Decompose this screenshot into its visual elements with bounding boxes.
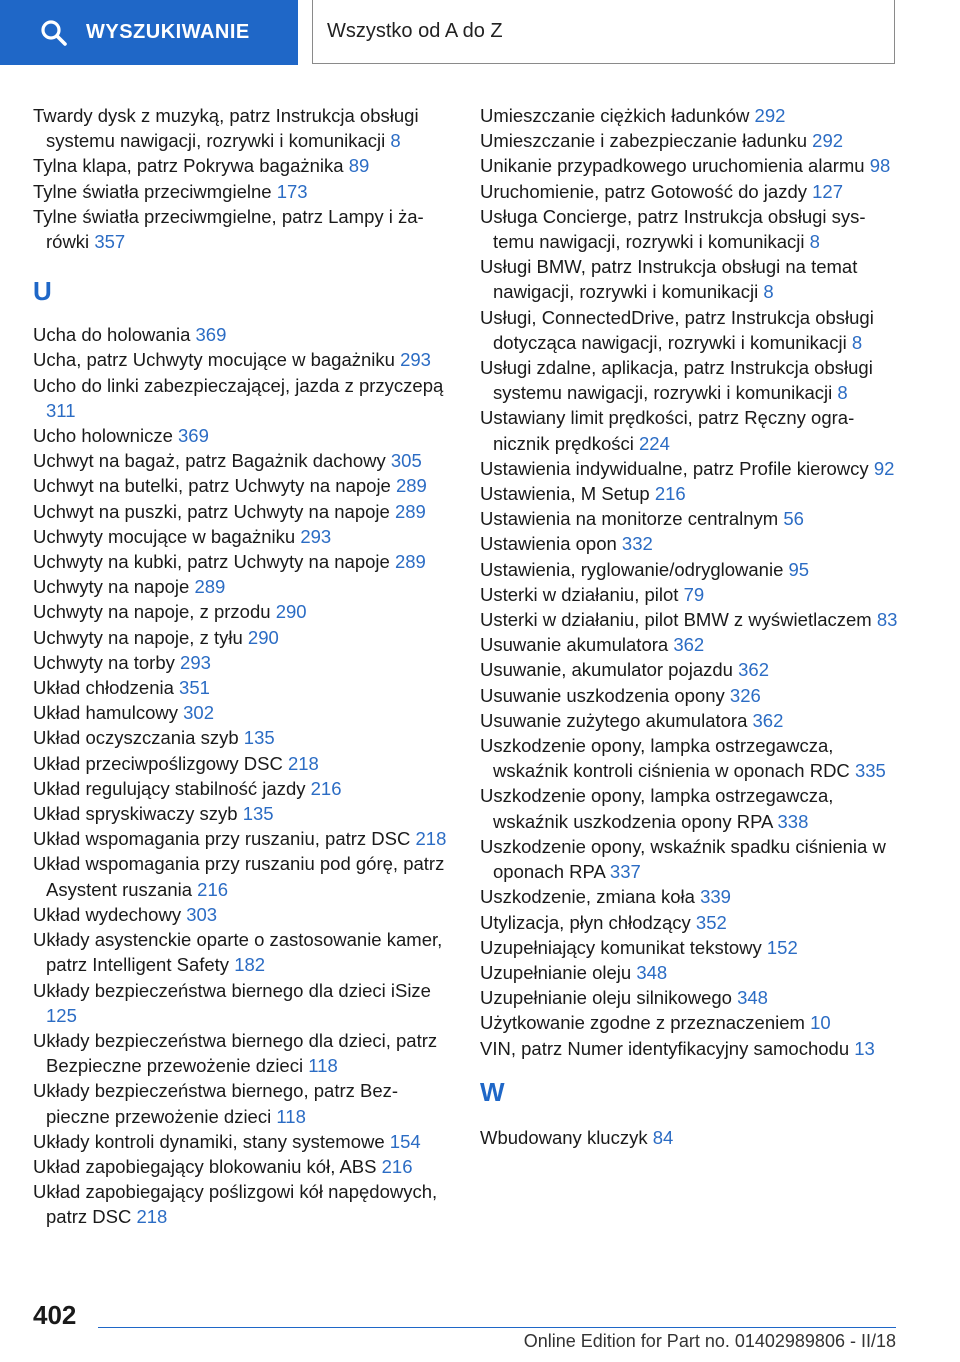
index-entry [33,978,448,1028]
index-entry-text: Usługi, ConnectedDrive, patrz Instrukcja obsługi dotycząca nawigacji, rozrywki i komunikacji [480,306,874,353]
breadcrumb-label: Wszystko od A do Z [327,20,503,42]
page-link[interactable]: 289 [395,475,427,497]
index-entry-text: Ucha, patrz Uchwyty mocujące w bagażniku [33,349,395,371]
page-link[interactable]: 357 [94,231,126,253]
search-icon [40,19,68,47]
page-link[interactable]: 293 [300,525,332,547]
index-entry [480,607,900,632]
index-entry [33,801,448,826]
index-entry [480,153,900,178]
index-entry [33,574,448,599]
index-entry [33,179,448,204]
index-entry-text: Ucho do linki zabezpieczającej, jazda z przyczepą [33,374,444,396]
index-entry-text: Układy kontroli dynamiki, stany systemowe [33,1130,385,1152]
index-entry-text: Układ chłodzenia [33,677,174,699]
index-entry-text: Ustawienia, ryglowanie/odryglowanie [480,558,784,580]
page-link[interactable]: 289 [394,551,426,573]
page-link[interactable]: 118 [308,1055,338,1077]
page-link[interactable]: 8 [851,331,863,353]
footer-edition: Online Edition for Part no. 01402989806 - II/18 [523,1331,896,1351]
index-entry [480,355,900,405]
index-entry [33,927,448,977]
page-link[interactable]: 218 [287,752,319,774]
page-link[interactable]: 218 [415,828,447,850]
index-entry [33,347,448,372]
breadcrumb[interactable] [312,0,895,64]
top-bar [0,0,960,66]
index-entry-text: Układ wydechowy [33,903,182,925]
page-link[interactable]: 13 [854,1037,875,1059]
page-link[interactable]: 293 [400,349,431,371]
page-link[interactable]: 84 [652,1126,674,1148]
index-entry [33,549,448,574]
index-entry [33,1129,448,1154]
index-entry-text: Układ przeciwpoślizgowy DSC [33,752,283,774]
index-entry-text: Uchwyty na napoje [33,576,190,598]
page-link[interactable]: 352 [695,911,727,933]
index-entry-text: Ustawienia na monitorze centralnym [480,508,779,530]
index-entry [480,783,900,833]
index-entry-text: Ucho holownicze [33,425,173,447]
page-link[interactable]: 154 [389,1130,421,1152]
index-entry-text: Układ oczyszczania szyb [33,727,239,749]
index-entry-text: Usuwanie zużytego akumulatora [480,709,748,731]
page-link[interactable]: 216 [197,878,229,900]
page-link[interactable]: 292 [812,130,844,152]
index-entry [480,708,900,733]
index-entry [33,776,448,801]
index-entry [33,751,448,776]
section-heading-u: U [33,276,52,307]
index-entry-text: Usterki w działaniu, pilot BMW z wyświetlaczem [480,609,872,631]
index-entry [480,506,900,531]
index-column-left [33,103,448,1230]
index-entry-text: Tylne światła przeciwmgielne, patrz Lampy i żarówki [33,205,424,253]
page-link[interactable]: 362 [752,709,784,731]
page-link[interactable]: 79 [683,583,705,605]
page-link[interactable]: 216 [310,777,342,799]
index-entry [33,1154,448,1179]
page-link[interactable]: 125 [46,1004,77,1026]
page-link[interactable]: 56 [783,508,804,530]
index-entry-text: Uchwyty na napoje, z przodu [33,601,271,623]
page-link[interactable]: 326 [729,684,761,706]
page-link[interactable]: 292 [754,105,786,126]
index-entry [33,599,448,624]
page-link[interactable]: 8 [763,281,774,303]
index-entry [480,254,900,304]
index-entry [33,524,448,549]
page-link[interactable]: 92 [873,457,895,479]
page-link[interactable]: 290 [247,626,279,648]
search-button[interactable] [0,0,298,65]
index-entry [480,632,900,657]
index-entry-text: Układ zapobiegający poślizgowi kół napędowych, patrz DSC [33,1181,438,1228]
page-link[interactable]: 338 [777,810,809,832]
index-entry-text: Uzupełnianie oleju [480,961,632,983]
index-entry-text: Wbudowany kluczyk [480,1126,648,1148]
page-link[interactable]: 216 [654,483,686,505]
index-entry [480,128,900,153]
index-entry [480,985,900,1010]
index-entry [33,1078,448,1128]
page-link[interactable]: 224 [639,432,670,454]
index-entry [480,582,900,607]
index-entry-text: Tylna klapa, patrz Pokrywa bagażnika [33,155,344,177]
page-link[interactable]: 369 [178,425,209,447]
index-entry [33,725,448,750]
index-entry-text: Użytkowanie zgodne z przeznaczeniem [480,1012,805,1034]
index-entry [33,700,448,725]
index-entry-text: Ustawiany limit prędkości, patrz Ręczny ogranicznik prędkości [480,407,855,454]
index-entry [480,305,900,355]
index-entry-text: Ustawienia, M Setup [480,483,650,505]
index-entry [480,204,900,254]
page-link[interactable]: 83 [876,609,898,631]
page-link[interactable]: 339 [700,886,731,908]
page-link[interactable]: 332 [621,533,653,555]
index-entry [33,103,448,153]
index-entry-text: Usterki w działaniu, pilot [480,583,679,605]
index-entry [480,456,900,481]
index-entry [480,179,900,204]
index-entry [33,373,448,423]
section-heading-w: W [480,1076,505,1107]
index-entry [33,153,448,178]
index-entry [33,851,448,901]
index-entry-text: Układ spryskiwaczy szyb [33,803,238,825]
page-link[interactable]: 337 [609,861,641,883]
index-entry [33,1028,448,1078]
page-link[interactable]: 305 [390,450,422,472]
index-entry-text: Uchwyty na napoje, z tyłu [33,626,243,648]
page-link[interactable]: 182 [234,954,266,976]
index-entry-text: Usuwanie akumulatora [480,634,669,656]
index-entry-text: Ustawienia opon [480,533,617,555]
index-entry [480,935,900,960]
page-link[interactable]: 135 [243,727,275,749]
page-link[interactable]: 369 [195,324,227,346]
index-entry [480,1036,900,1061]
index-entry-text: Usługa Concierge, patrz Instrukcja obsługi systemu nawigacji, rozrywki i komunikacji [480,205,866,253]
page-link[interactable]: 135 [242,803,274,825]
index-entry-text: Uszkodzenie opony, lampka ostrzegawcza, wskaźnik kontroli ciśnienia w oponach RDC [480,735,850,782]
page-link[interactable]: 293 [180,651,211,673]
index-entry [480,481,900,506]
page-link[interactable]: 311 [46,399,76,421]
page-link[interactable]: 127 [812,180,843,202]
index-entry-text: Uszkodzenie, zmiana koła [480,886,695,908]
index-entry-text: Ustawienia indywidualne, patrz Profile kierowcy [480,457,869,479]
index-entry [480,733,900,783]
index-entry-text: Twardy dysk z muzyką, patrz Instrukcja obsługi systemu nawigacji, rozrywki i komunikacji [33,105,419,152]
search-label: WYSZUKIWANIE [86,21,250,43]
index-entry-text: Uchwyt na bagaż, patrz Bagażnik dachowy [33,450,386,472]
page-link[interactable]: 302 [183,702,214,724]
index-entry-text: Uchwyt na puszki, patrz Uchwyty na napoje [33,500,390,522]
index-entry-text: Układ wspomagania przy ruszaniu pod górę, patrz Asystent ruszania [33,853,445,900]
page-link[interactable]: 173 [276,180,308,202]
index-entry [33,448,448,473]
index-entry-text: Unikanie przypadkowego uruchomienia alarmu [480,155,865,177]
index-entry-text: Usuwanie uszkodzenia opony [480,684,725,706]
index-entry-text: Układ zapobiegający blokowaniu kół, ABS [33,1155,377,1177]
page-number: 402 [33,1300,77,1330]
index-entry-text: Układy bezpieczeństwa biernego dla dzieci, patrz Bezpieczne przewożenie dzieci [33,1029,438,1077]
index-entry [33,902,448,927]
index-entry-text: Uchwyt na butelki, patrz Uchwyty na napoje [33,475,391,497]
index-entry-text: VIN, patrz Numer identyfikacyjny samochodu [480,1037,850,1059]
index-entry-text: Uchwyty na kubki, patrz Uchwyty na napoje [33,551,390,573]
index-entry [480,557,900,582]
index-entry-text: Umieszczanie i zabezpieczanie ładunku [480,130,808,152]
index-column-right [480,103,900,1150]
index-entry [480,657,900,682]
index-entry-text: Ucha do holowania [33,324,191,346]
page-link[interactable]: 348 [636,961,668,983]
index-entry [480,884,900,909]
page-link[interactable]: 335 [854,760,886,782]
index-entry-text: Układy bezpieczeństwa biernego dla dzieci iSize [33,979,431,1001]
index-entry-text: Usługi BMW, patrz Instrukcja obsługi na temat nawigacji, rozrywki i komunikacji [480,256,858,303]
page-link[interactable]: 89 [348,155,370,177]
page-link[interactable]: 8 [809,231,820,253]
index-entry [480,1010,900,1035]
page-link[interactable]: 289 [194,576,226,598]
index-entry [480,531,900,556]
index-entry [33,625,448,650]
index-entry [480,834,900,884]
page-link[interactable]: 216 [381,1155,413,1177]
page-link[interactable]: 98 [869,155,891,177]
index-entry-text: Układ regulujący stabilność jazdy [33,777,306,799]
index-entry [33,826,448,851]
index-entry-text: Umieszczanie ciężkich ładunków [480,105,750,126]
page-link[interactable]: 348 [737,987,768,1009]
index-entry [480,405,900,455]
page-link[interactable]: 351 [179,677,210,699]
page-link[interactable]: 10 [810,1012,831,1034]
footer-divider [98,1327,896,1328]
index-entry-text: Usuwanie, akumulator pojazdu [480,659,733,681]
index-entry-text: Uzupełniający komunikat tekstowy [480,936,762,958]
index-entry-text: Układ hamulcowy [33,702,178,724]
index-entry [480,683,900,708]
index-entry-text: Układy bezpieczeństwa biernego, patrz Bezpieczne przewożenie dzieci [33,1080,399,1127]
index-entry-text: Uszkodzenie opony, lampka ostrzegawcza, wskaźnik uszkodzenia opony RPA [480,785,834,832]
index-entry-text: Układy asystenckie oparte o zastosowanie kamer, patrz Intelligent Safety [33,929,443,976]
index-entry [480,910,900,935]
index-entry [33,499,448,524]
index-entry [33,650,448,675]
page-link[interactable]: 95 [788,558,810,580]
page-link[interactable]: 362 [738,659,769,681]
index-entry-text: Uchwyty na torby [33,651,175,673]
index-entry-text: Uszkodzenie opony, wskaźnik spadku ciśnienia w oponach RPA [480,835,886,883]
page-link[interactable]: 303 [186,903,218,925]
index-entry-text: Tylne światła przeciwmgielne [33,180,272,202]
index-entry-text: Układ wspomagania przy ruszaniu, patrz DSC [33,828,411,850]
page-link[interactable]: 152 [766,936,798,958]
page-link[interactable]: 362 [673,634,705,656]
index-entry-text: Uruchomienie, patrz Gotowość do jazdy [480,180,807,202]
page-link[interactable]: 8 [837,382,848,404]
index-entry [33,1179,448,1229]
page-link[interactable]: 218 [136,1206,168,1228]
page-link[interactable]: 290 [275,601,307,623]
page-link[interactable]: 8 [390,130,401,152]
index-entry [480,960,900,985]
index-entry [33,322,448,347]
index-entry-text: Uzupełnianie oleju silnikowego [480,987,732,1009]
page-link[interactable]: 118 [276,1105,306,1127]
index-entry [33,675,448,700]
index-entry [480,103,900,128]
index-entry-text: Usługi zdalne, aplikacja, patrz Instrukcja obsługi systemu nawigacji, rozrywki i komunikacji [480,357,873,404]
index-entry [33,204,448,254]
index-entry [480,1125,900,1150]
index-entry-text: Uchwyty mocujące w bagażniku [33,525,296,547]
index-entry [33,423,448,448]
index-entry-text: Utylizacja, płyn chłodzący [480,911,691,933]
index-entry [33,473,448,498]
page-link[interactable]: 289 [394,500,426,522]
